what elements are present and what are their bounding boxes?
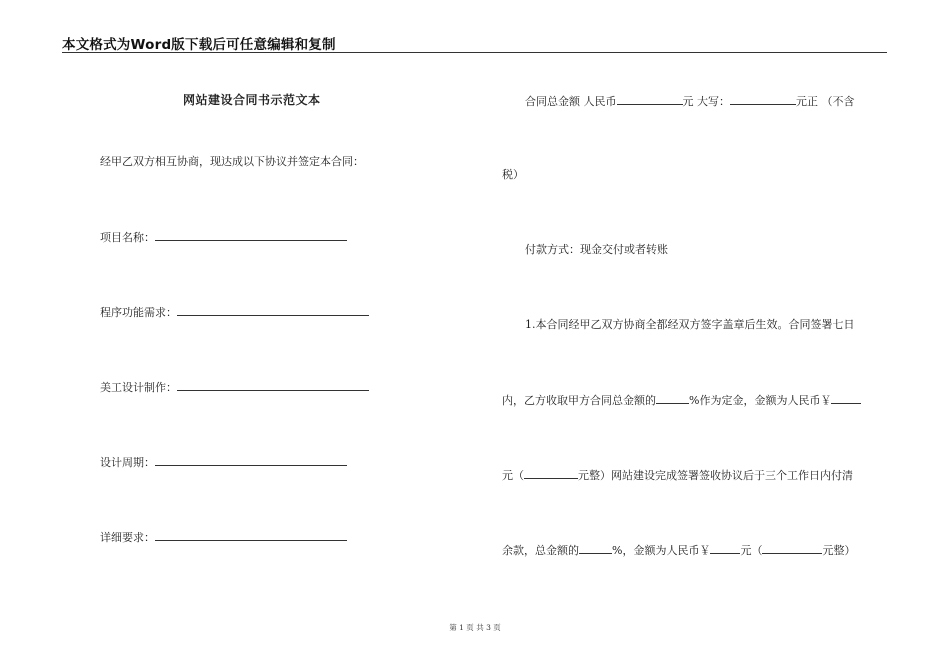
fill-in-blank	[617, 94, 683, 105]
fill-in-blank	[177, 380, 369, 391]
field-label: 美工设计制作：	[100, 381, 177, 394]
field-project-name	[100, 230, 347, 245]
field-label: 程序功能需求：	[100, 306, 177, 319]
payment-method: 付款方式：现金交付或者转账	[525, 243, 668, 256]
clause-text: 余款，总金额的	[502, 544, 579, 557]
fill-in-blank	[579, 543, 612, 554]
clause-text: 元（	[502, 469, 524, 482]
intro-paragraph: 经甲乙双方相互协商，现达成以下协议并签定本合同：	[100, 155, 364, 168]
clause-text: %，金额为人民币￥	[612, 544, 711, 557]
amount-suffix: 元正 （不含	[796, 95, 855, 108]
contract-title: 网站建设合同书示范文本	[183, 93, 321, 107]
fill-in-blank	[762, 543, 822, 554]
fill-in-blank	[656, 393, 689, 404]
fill-in-blank	[177, 305, 369, 316]
clause-text: 内，乙方收取甲方合同总金额的	[502, 394, 656, 407]
clause-text: 元整）网站建设完成签署签收协议后于三个工作日内付清	[578, 469, 853, 482]
amount-wrap: 税）	[502, 168, 524, 181]
field-design-period	[100, 455, 347, 470]
fill-in-blank	[831, 393, 861, 404]
page-number: 第 1 页 共 3 页	[449, 623, 501, 632]
amount-prefix: 合同总金额 人民币	[525, 95, 617, 108]
amount-mid: 元 大写：	[682, 95, 730, 108]
field-label: 项目名称：	[100, 231, 155, 244]
field-art-design	[100, 380, 369, 395]
document-banner: 本文格式为Word版下载后可任意编辑和复制	[62, 37, 336, 53]
clause-text: %作为定金，金额为人民币￥	[689, 394, 832, 407]
clause-line-2	[502, 393, 861, 408]
clause-text: 元整）	[822, 544, 856, 557]
fill-in-blank	[155, 530, 347, 541]
fill-in-blank	[524, 468, 578, 479]
field-label: 详细要求：	[100, 531, 155, 544]
clause-line-4	[502, 543, 855, 558]
header-rule	[62, 52, 887, 53]
fill-in-blank	[155, 230, 347, 241]
fill-in-blank	[155, 455, 347, 466]
field-label: 设计周期：	[100, 456, 155, 469]
field-function-requirements	[100, 305, 369, 320]
clause-line-3	[502, 468, 853, 483]
amount-line	[525, 94, 855, 109]
clause-line-1: 1.本合同经甲乙双方协商全都经双方签字盖章后生效。合同签署七日	[525, 318, 855, 331]
clause-text: 元（	[740, 544, 763, 557]
fill-in-blank	[710, 543, 740, 554]
fill-in-blank	[730, 94, 796, 105]
field-detailed-requirements	[100, 530, 347, 545]
